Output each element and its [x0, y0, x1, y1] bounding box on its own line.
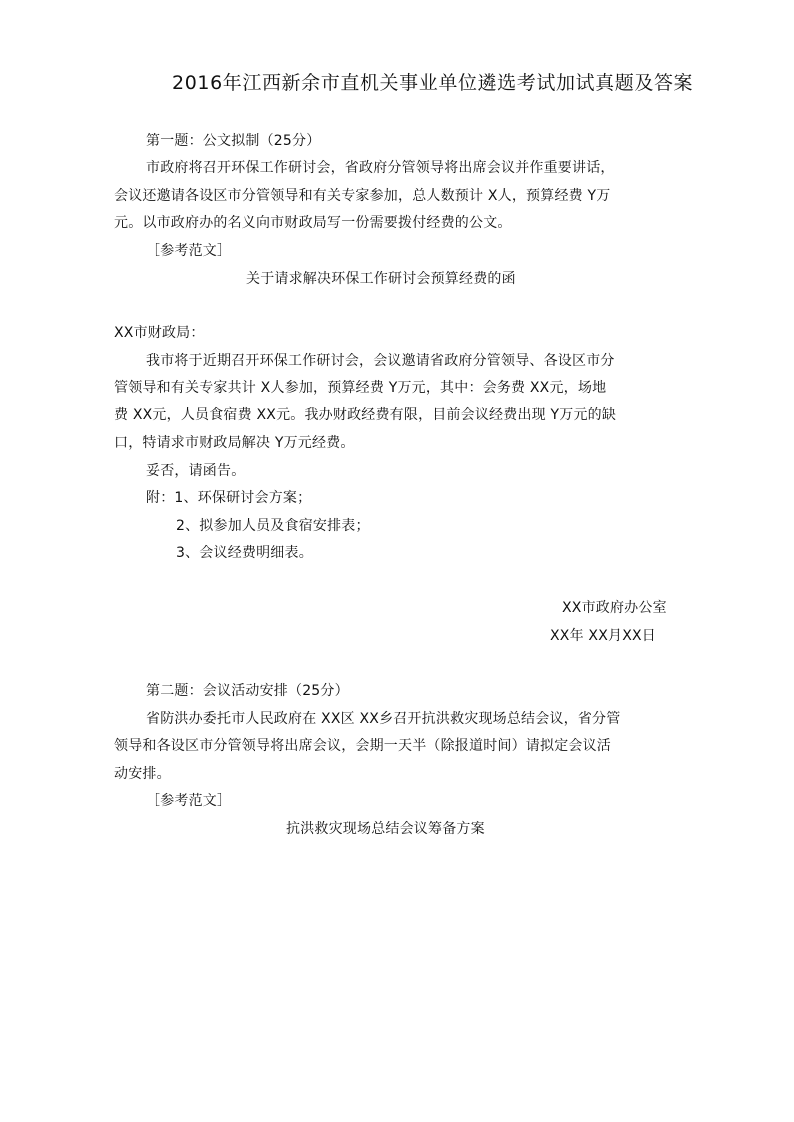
q1-prompt-line: 元。以市政府办的名义向市财政局写一份需要拨付经费的公文。: [114, 215, 512, 231]
q2-prompt-line: 省防洪办委托市人民政府在 XX区 XX乡召开抗洪救灾现场总结会议，省分管: [146, 711, 621, 727]
q1-body-line: 口，特请求市财政局解决 Y万元经费。: [114, 435, 355, 451]
q1-prompt-line: 会议还邀请各设区市分管领导和有关专家参加，总人数预计 X人，预算经费 Y万: [114, 188, 611, 204]
q1-attachment: 2、拟参加人员及食宿安排表；: [176, 518, 370, 534]
q1-body-line: 管领导和有关专家共计 X人参加，预算经费 Y万元，其中：会务费 XX元，场地: [114, 380, 607, 396]
document-title: 2016年江西新余市直机关事业单位遴选考试加试真题及答案: [172, 72, 694, 94]
q2-plan-title: 抗洪救灾现场总结会议筹备方案: [286, 821, 485, 837]
q1-letter-title: 关于请求解决环保工作研讨会预算经费的函: [246, 271, 516, 287]
q1-attachment: 附：1、环保研讨会方案；: [146, 490, 312, 506]
q1-heading: 第一题：公文拟制（25分）: [146, 133, 321, 149]
q1-body-line: 我市将于近期召开环保工作研讨会，会议邀请省政府分管领导、各设区市分: [146, 353, 615, 369]
q1-attachment: 3、会议经费明细表。: [176, 545, 313, 561]
q2-heading: 第二题：会议活动安排（25分）: [146, 683, 349, 699]
q1-date: XX年 XX月XX日: [550, 628, 656, 644]
q1-signature: XX市政府办公室: [562, 600, 667, 616]
q1-body-line: 费 XX元，人员食宿费 XX元。我办财政经费有限，目前会议经费出现 Y万元的缺: [114, 407, 617, 423]
q1-prompt-line: 市政府将召开环保工作研讨会，省政府分管领导将出席会议并作重要讲话，: [146, 160, 615, 176]
q1-addressee: XX市财政局：: [114, 325, 205, 341]
q1-closing: 妥否，请函告。: [146, 463, 246, 479]
q2-reference-label: ［参考范文］: [146, 793, 232, 809]
q2-prompt-line: 领导和各设区市分管领导将出席会议，会期一天半（除报道时间）请拟定会议活: [114, 738, 611, 754]
q1-reference-label: ［参考范文］: [146, 243, 232, 259]
q2-prompt-line: 动安排。: [114, 766, 171, 782]
